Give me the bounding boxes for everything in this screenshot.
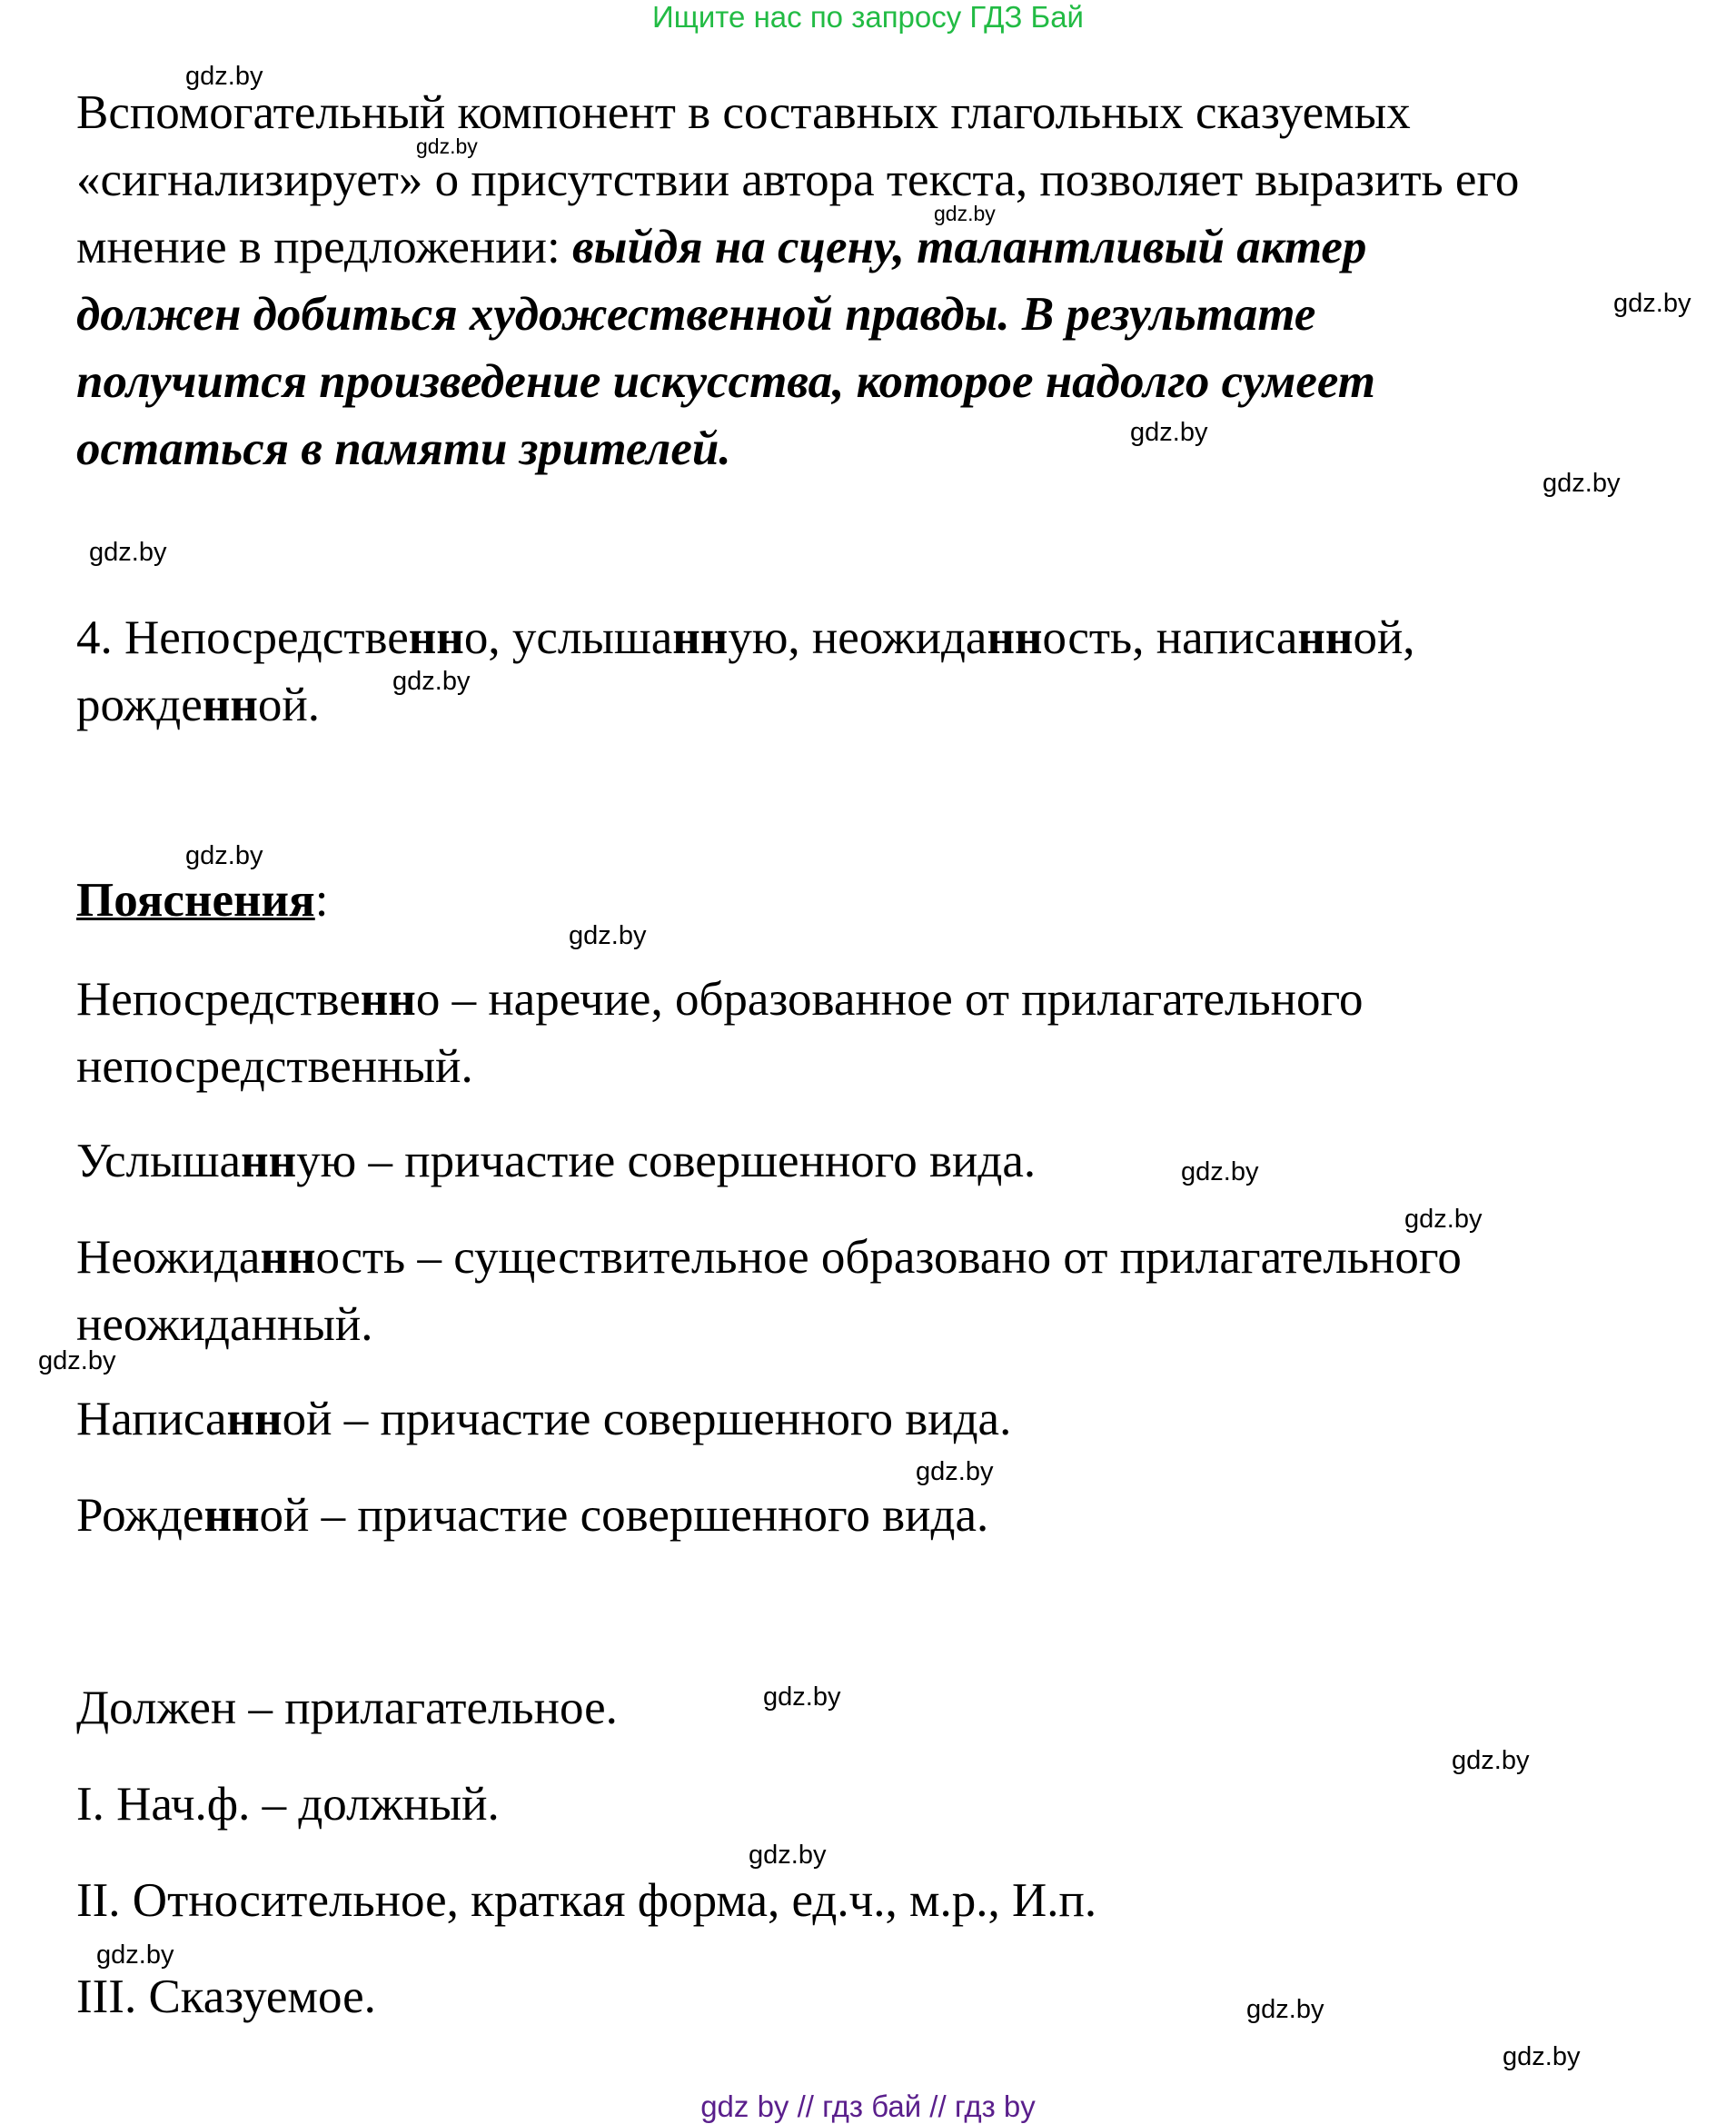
watermark: gdz.by (1181, 1157, 1259, 1186)
word-part: о – наречие, образованное от прилагательного (415, 973, 1364, 1026)
word-part: ую – причастие совершенного вида. (296, 1135, 1037, 1187)
explanation-5 (76, 1483, 988, 1549)
intro-line-6: остаться в памяти зрителей. (76, 422, 731, 475)
double-n: нн (226, 1393, 283, 1445)
word-part: Услыша (76, 1135, 242, 1187)
watermark: gdz.by (185, 841, 263, 870)
double-n: нн (672, 611, 729, 664)
word-part: Рожде (76, 1489, 204, 1542)
double-n: нн (360, 973, 416, 1026)
watermark: gdz.by (96, 1940, 174, 1970)
watermark: gdz.by (934, 202, 996, 225)
word-part: ой – причастие совершенного вида. (282, 1393, 1012, 1445)
double-n: нн (408, 611, 464, 664)
explanations-heading-text: Пояснения (76, 874, 315, 927)
watermark: gdz.by (392, 667, 471, 696)
heading-colon: : (314, 874, 329, 927)
explanation-4 (76, 1386, 1011, 1453)
word-part: написа (1156, 611, 1298, 664)
double-n: нн (987, 611, 1043, 664)
watermark: gdz.by (1130, 418, 1208, 447)
word-part: ой, (1353, 611, 1415, 664)
word-part: ой – причастие совершенного вида. (259, 1489, 989, 1542)
watermark: gdz.by (1246, 1995, 1324, 2024)
intro-line-3 (76, 214, 1366, 281)
word-part: неожида (811, 611, 987, 664)
watermark: gdz.by (1543, 469, 1621, 498)
intro-line-3-example: выйдя на сцену, талантливый актер (572, 221, 1367, 273)
word-part: рожде (76, 679, 203, 731)
word-part: Непосредстве (124, 611, 409, 664)
double-n: нн (202, 679, 258, 731)
header-search-link[interactable]: Ищите нас по запросу ГДЗ Бай (652, 0, 1084, 34)
watermark: gdz.by (1452, 1746, 1530, 1775)
double-n: нн (241, 1135, 297, 1187)
double-n: нн (260, 1231, 316, 1284)
word-part: ой. (257, 679, 320, 731)
analysis-line-2: I. Нач.ф. – должный. (76, 1778, 500, 1831)
word-part: Написа (76, 1393, 227, 1445)
word-part: ую, (728, 611, 812, 664)
watermark: gdz.by (89, 538, 167, 567)
watermark: gdz.by (749, 1841, 827, 1870)
explanation-3-cont: неожиданный. (76, 1298, 373, 1351)
word-part: Непосредстве (76, 973, 361, 1026)
analysis-line-1: Должен – прилагательное. (76, 1682, 618, 1734)
answer-4-number: 4. (76, 611, 124, 664)
watermark: gdz.by (38, 1346, 116, 1375)
watermark: gdz.by (416, 134, 478, 158)
explanation-1-cont: непосредственный. (76, 1040, 473, 1093)
double-n: нн (1297, 611, 1354, 664)
intro-line-4: должен добиться художественной правды. В результате (76, 288, 1316, 341)
intro-line-2: «сигнализирует» о присутствии автора текста, позволяет выразить его (76, 154, 1520, 206)
watermark: gdz.by (569, 921, 647, 950)
answer-4-line-2 (76, 672, 320, 739)
watermark: gdz.by (1613, 289, 1691, 318)
explanation-1 (76, 967, 1363, 1033)
watermark: gdz.by (1503, 2042, 1581, 2071)
explanation-3 (76, 1225, 1462, 1291)
intro-line-3-plain: мнение в предложении: (76, 221, 572, 273)
analysis-line-4: III. Сказуемое. (76, 1970, 376, 2023)
intro-line-1: Вспомогательный компонент в составных глагольных сказуемых (76, 86, 1411, 139)
double-n: нн (203, 1489, 260, 1542)
word-part: Неожида (76, 1231, 261, 1284)
word-part: о, (463, 611, 512, 664)
word-part: ость, (1042, 611, 1156, 664)
analysis-line-3: II. Относительное, краткая форма, ед.ч., м.р., И.п. (76, 1874, 1097, 1927)
watermark: gdz.by (916, 1457, 994, 1486)
watermark: gdz.by (1404, 1205, 1483, 1234)
intro-line-5: получится произведение искусства, которое надолго сумеет (76, 355, 1375, 408)
watermark: gdz.by (185, 62, 263, 91)
word-part: услыша (511, 611, 673, 664)
footer-links[interactable]: gdz by // гдз бай // гдз by (700, 2089, 1036, 2123)
word-part: ость – существительное образовано от прилагательного (315, 1231, 1462, 1284)
explanations-heading (76, 868, 328, 934)
answer-4-line-1 (76, 605, 1415, 671)
explanation-2 (76, 1128, 1036, 1195)
watermark: gdz.by (763, 1682, 841, 1712)
